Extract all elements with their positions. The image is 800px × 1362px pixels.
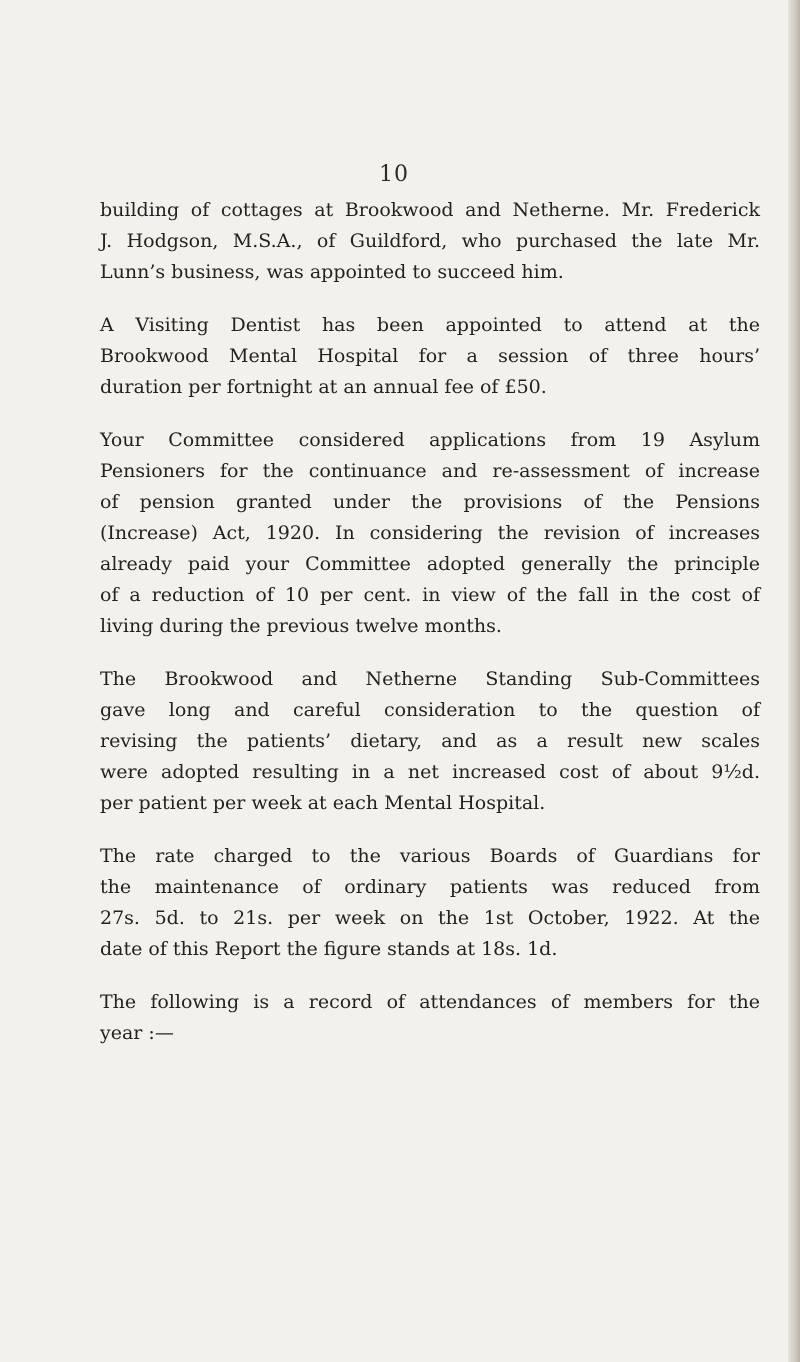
text-line: The Brookwood and Netherne Standing Sub-Committees <box>100 668 760 690</box>
text-line: already paid your Committee adopted generally the principle <box>100 553 760 575</box>
text-line: The rate charged to the various Boards of Guardians for <box>100 845 760 867</box>
text-line: Brookwood Mental Hospital for a session of three hours’ <box>100 345 760 367</box>
text-line: of pension granted under the provisions of the Pensions <box>100 491 760 513</box>
text-line: J. Hodgson, M.S.A., of Guildford, who purchased the late Mr. <box>100 230 760 252</box>
text-line: duration per fortnight at an annual fee of £50. <box>100 376 547 398</box>
text-line: of a reduction of 10 per cent. in view of the fall in the cost of <box>100 584 760 606</box>
text-line: year :— <box>100 1022 174 1044</box>
text-line: building of cottages at Brookwood and Netherne. Mr. Frederick <box>100 199 760 221</box>
text-line: gave long and careful consideration to the question of <box>100 699 760 721</box>
text-line: Your Committee considered applications from 19 Asylum <box>100 429 760 451</box>
paragraph-dentist <box>100 310 760 403</box>
page-edge <box>788 0 800 1362</box>
paragraph-architect <box>100 195 760 288</box>
text-line: Lunn’s business, was appointed to succeed him. <box>100 261 564 283</box>
text-line: living during the previous twelve months. <box>100 615 502 637</box>
paragraph-pensioners <box>100 425 760 642</box>
text-line: 27s. 5d. to 21s. per week on the 1st October, 1922. At the <box>100 907 760 929</box>
paragraph-attendances <box>100 987 760 1049</box>
paragraph-dietary <box>100 664 760 819</box>
text-line: per patient per week at each Mental Hospital. <box>100 792 546 814</box>
text-line: Pensioners for the continuance and re-assessment of increase <box>100 460 760 482</box>
page-number: 10 <box>379 162 409 187</box>
text-line: revising the patients’ dietary, and as a result new scales <box>100 730 760 752</box>
text-line: The following is a record of attendances of members for the <box>100 991 760 1013</box>
paragraph-rate <box>100 841 760 965</box>
text-line: A Visiting Dentist has been appointed to attend at the <box>100 314 760 336</box>
text-line: (Increase) Act, 1920. In considering the revision of increases <box>100 522 760 544</box>
text-line: were adopted resulting in a net increased cost of about 9½d. <box>100 761 760 783</box>
text-line: date of this Report the figure stands at 18s. 1d. <box>100 938 558 960</box>
text-line: the maintenance of ordinary patients was reduced from <box>100 876 760 898</box>
body-text <box>100 195 760 1071</box>
